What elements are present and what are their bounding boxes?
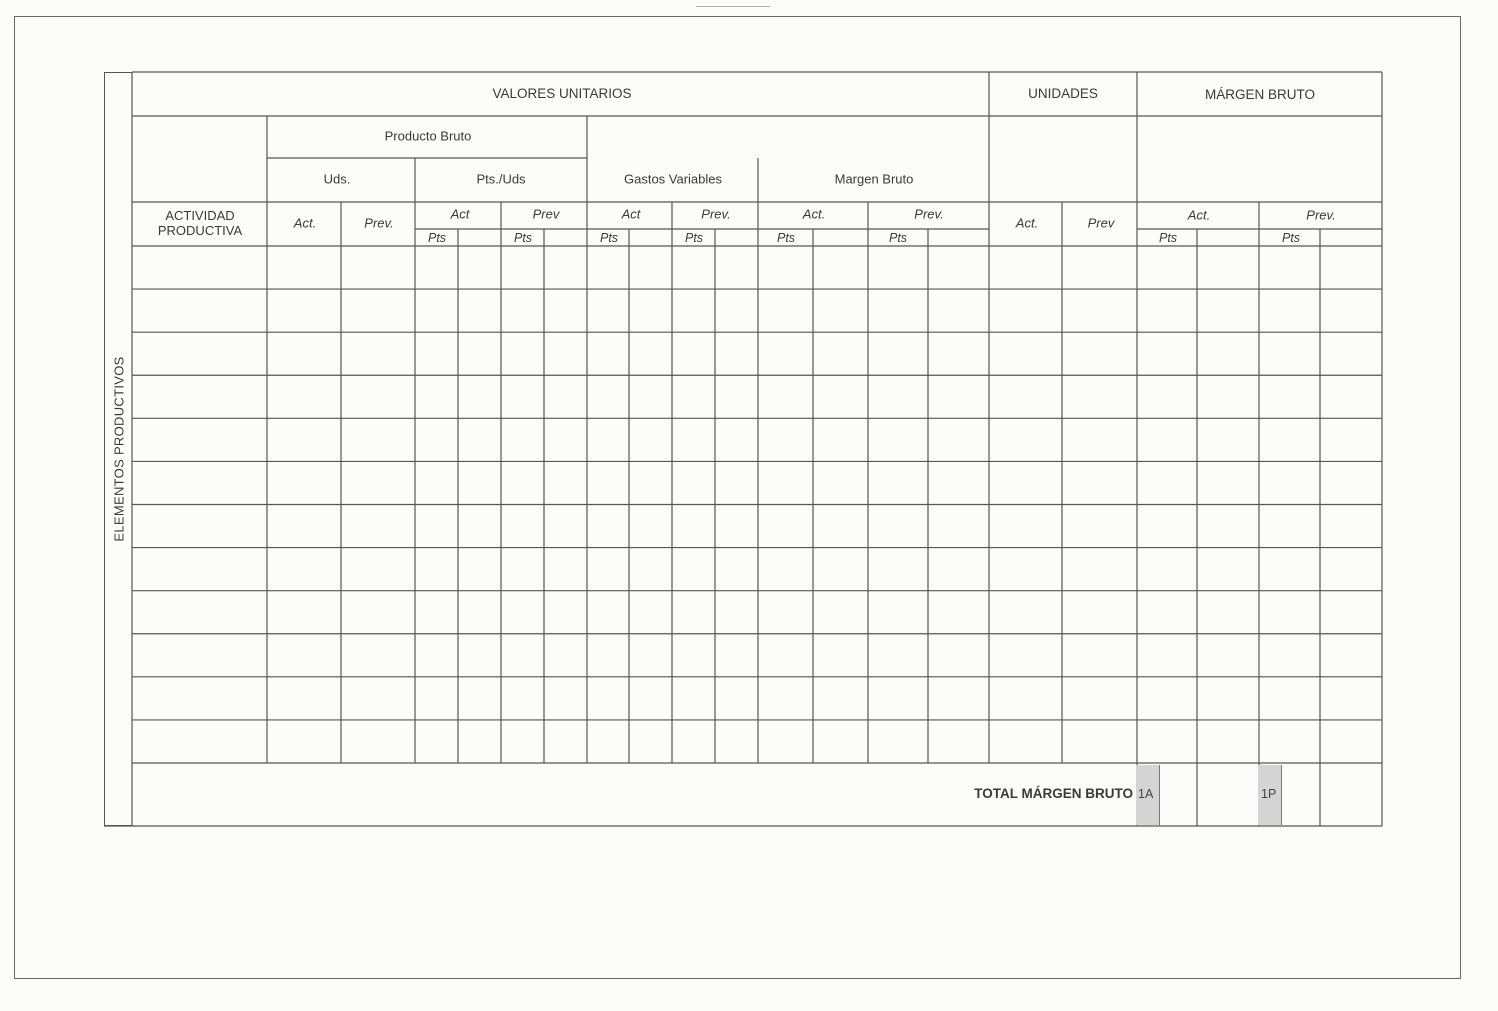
margen-total-act: Act. (1187, 207, 1211, 223)
pts-label: Pts (428, 231, 447, 245)
header-valores-unitarios: VALORES UNITARIOS (492, 86, 632, 102)
header-margen-bruto: MÁRGEN BRUTO (1204, 87, 1316, 103)
pts-label: Pts (514, 231, 533, 245)
header-producto-bruto: Producto Bruto (384, 128, 472, 144)
pts-label: Pts (685, 231, 704, 245)
pts-uds-act: Act (450, 206, 470, 222)
margen-prev: Prev. (914, 206, 944, 222)
pts-label: Pts (889, 231, 908, 245)
code-1a: 1A (1138, 787, 1154, 801)
header-margen-bruto-sub: Margen Bruto (834, 171, 914, 187)
pts-uds-prev: Prev (532, 206, 560, 222)
header-pts-uds: Pts./Uds (476, 171, 526, 187)
code-1p: 1P (1261, 787, 1277, 801)
pts-label: Pts (1159, 231, 1178, 245)
side-label: ELEMENTOS PRODUCTIVOS (111, 356, 127, 542)
margen-total-prev: Prev. (1306, 207, 1336, 223)
header-actividad-productiva: ACTIVIDAD PRODUCTIVA (157, 208, 243, 238)
header-gastos-variables: Gastos Variables (623, 171, 723, 187)
pts-label: Pts (777, 231, 796, 245)
header-unidades: UNIDADES (1028, 86, 1098, 102)
gastos-prev: Prev. (701, 206, 731, 222)
margen-act: Act. (802, 206, 826, 222)
unidades-act: Act. (1015, 215, 1039, 231)
uds-prev: Prev. (364, 215, 394, 231)
gastos-act: Act (621, 206, 641, 222)
total-margen-bruto-label: TOTAL MÁRGEN BRUTO (974, 786, 1133, 802)
uds-act: Act. (293, 215, 317, 231)
pts-label: Pts (1282, 231, 1301, 245)
header-uds: Uds. (323, 171, 351, 187)
unidades-prev: Prev (1087, 215, 1115, 231)
pts-label: Pts (600, 231, 619, 245)
